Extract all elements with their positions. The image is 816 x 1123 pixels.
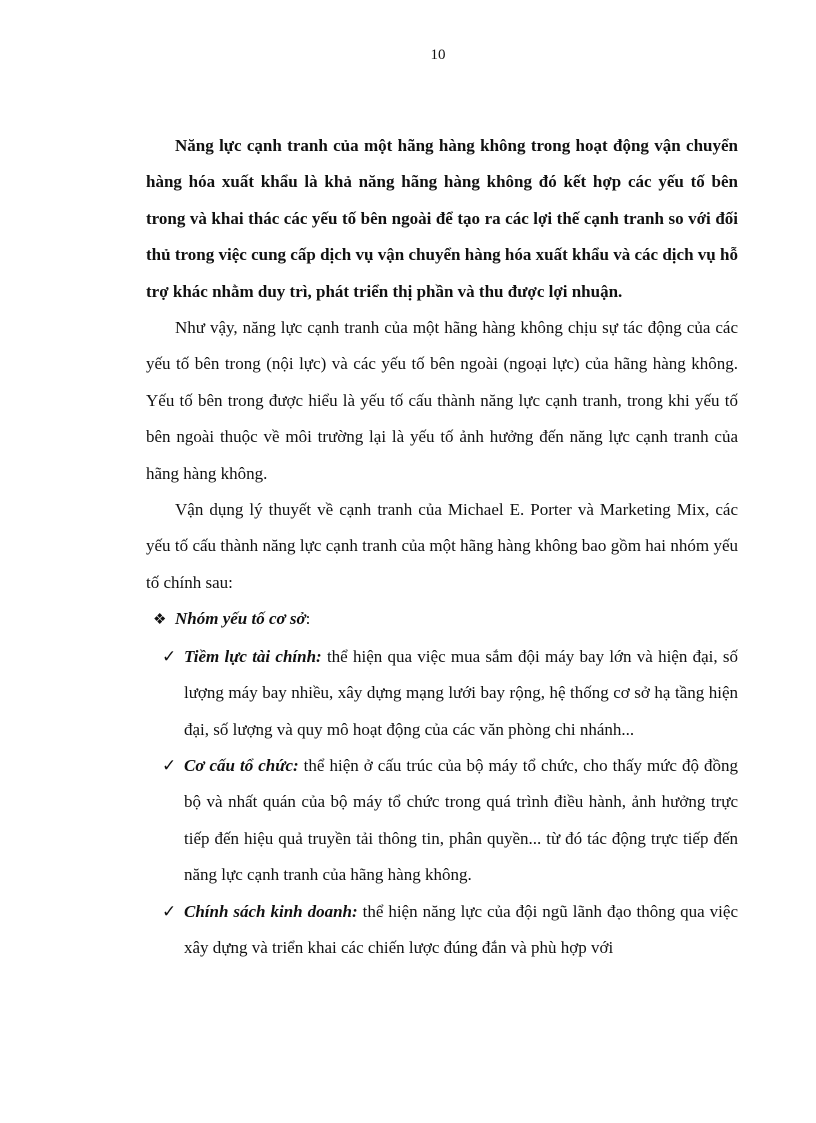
group-heading-title: Nhóm yếu tố cơ sở — [175, 609, 306, 629]
list-item-text: thể hiện ở cấu trúc của bộ máy tổ chức, cho thấy mức độ đồng bộ và nhất quán của bộ máy tổ chức trong quá trình điều hành, ảnh hưởng trực tiếp đến hiệu quả truyền tải thông tin, phân quyền... từ đó tác động trực tiếp đến năng lực cạnh tranh của hãng hàng không. — [184, 755, 739, 885]
diamond-bullet-icon: ❖ — [153, 612, 167, 629]
group-heading — [146, 601, 738, 638]
page-content — [146, 128, 738, 966]
list-item-text: thể hiện qua việc mua sắm đội máy bay lớn và hiện đại, số lượng máy bay nhiều, xây dựng mạng lưới bay rộng, hệ thống cơ sở hạ tầng hiện đại, số lượng và quy mô hoạt động của các văn phòng chi nhánh... — [184, 646, 738, 739]
group-heading-suffix: : — [305, 609, 311, 629]
list-item-term: Chính sách kinh doanh: — [184, 901, 358, 921]
factors-paragraph: Như vậy, năng lực cạnh tranh của một hãng hàng không chịu sự tác động của các yếu tố bên trong (nội lực) và các yếu tố bên ngoài (ngoại lực) của hãng hàng không. Yếu tố bên trong được hiểu là yếu tố cấu thành năng lực cạnh tranh, trong khi yếu tố bên ngoài thuộc về môi trường lại là yếu tố ảnh hưởng đến năng lực cạnh tranh của hãng hàng không. — [146, 318, 738, 483]
checkmark-icon: ✓ — [162, 646, 177, 666]
list-item-term: Tiềm lực tài chính: — [184, 646, 322, 666]
list-item-text: thể hiện năng lực của đội ngũ lãnh đạo thông qua việc xây dựng và triển khai các chiến lược đúng đắn và phù hợp với — [184, 901, 738, 957]
list-item-financial — [146, 639, 738, 748]
checkmark-icon: ✓ — [162, 755, 177, 775]
list-item-business-policy — [146, 894, 738, 967]
framework-paragraph: Vận dụng lý thuyết về cạnh tranh của Michael E. Porter và Marketing Mix, các yếu tố cấu thành năng lực cạnh tranh của một hãng hàng không bao gồm hai nhóm yếu tố chính sau: — [146, 500, 738, 592]
page-number: 10 — [430, 47, 446, 63]
definition-paragraph: Năng lực cạnh tranh của một hãng hàng không trong hoạt động vận chuyển hàng hóa xuất khẩu là khả năng hãng hàng không đó kết hợp các yếu tố bên trong và khai thác các yếu tố bên ngoài để tạo ra các lợi thế cạnh tranh so với đối thủ trong việc cung cấp dịch vụ vận chuyển hàng hóa xuất khẩu và các dịch vụ hỗ trợ khác nhằm duy trì, phát triển thị phần và thu được lợi nhuận. — [146, 136, 738, 301]
list-item-term: Cơ cấu tổ chức: — [184, 755, 299, 775]
checkmark-icon: ✓ — [162, 901, 177, 921]
list-item-organization — [146, 748, 738, 894]
